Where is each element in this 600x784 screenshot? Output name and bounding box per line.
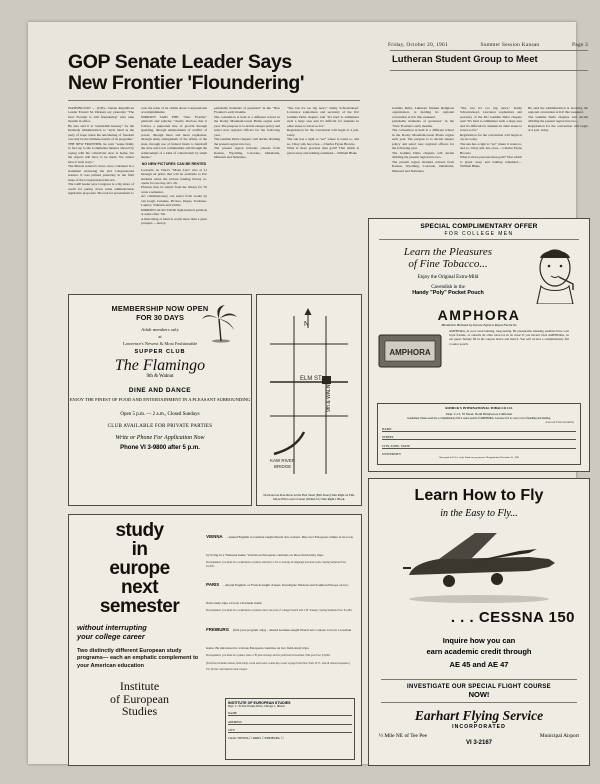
amphora-coupon-note: (PLEASE TYPE OR PRINT) <box>545 421 574 424</box>
flamingo-phone: Phone VI 3-9800 after 5 p.m. <box>120 444 200 451</box>
city-freiburg-fine: Prerequisites: you must be a junior, have a 'B' plus average and be proficient in German. Full-year Fee: $1,000. <box>206 653 331 657</box>
europe-sub-1: without interrupting <box>77 623 147 632</box>
cessna-courses: AE 45 and AE 47 <box>449 659 509 669</box>
amphora-learn-1: Learn the Pleasures <box>403 246 493 258</box>
flamingo-ad <box>68 294 252 506</box>
palm-tree-icon <box>199 303 243 343</box>
cessna-location: ½ Mile NE of Tee Pee <box>379 732 428 739</box>
cessna-rule <box>381 679 577 680</box>
city-paris-text: - Attend English- or French-taught classes. Investigate Western and Southern Europe on two field-study trips. Live in a Parisian home. <box>206 583 349 606</box>
europe-fee-note: (Each fee includes tuition, field study, room and board, round-trip ocean voyage from New York, N.Y., and all related expenses.) <box>206 661 351 665</box>
lead-col1-p4: The Illinois senator's views were contained in a statement reviewing the 2nd Congressional session. It was printed yesterday in the final issue of the Congressional Record. <box>68 164 134 182</box>
lutheran-col-1 <box>392 106 454 173</box>
city-vienna-text: - Attend English or German taught liberal arts courses. Discover European culture at its roots by living in a Viennese home. Visit more European countries on three field-study trips. <box>206 535 353 557</box>
location-map <box>264 304 354 482</box>
amphora-expiry: Offer good in U.S.A. only. Limit one per person. Not good after December 31, 1961 <box>438 455 520 459</box>
cessna-ad <box>368 478 590 766</box>
cessna-airport: Municipal Airport <box>539 732 579 739</box>
europe-head-2: in <box>131 539 148 560</box>
amphora-rule <box>379 239 579 240</box>
amphora-coupon-text: Gentlemen: Please send me a complimentary full 2-ounce pouch of AMPHORA. I enclose 10¢ to cover cost of handling and mailing. <box>407 417 551 420</box>
lead-col-4 <box>287 106 359 155</box>
ies-field-name[interactable]: NAME <box>228 711 352 716</box>
amphora-field-city[interactable]: CITY, ZONE, STATE <box>382 444 576 449</box>
ies-name-2: of European <box>110 691 170 706</box>
map-caption: North Across Kaw River At the First Street (Elm Street) Turn Right on Elm, follow Elm to end of street (Walnut St.) Turn Right 1 Block. <box>263 492 355 501</box>
amphora-ad <box>368 218 590 472</box>
lead-col4-p1: "She lost it's too big news," Kathy Schwartzkopf, Lawrence sophomore and secretary of the KU Gamma Delta chapter, said "It's hard to administer such a large area and it's difficult for students in other states to travel so far." <box>287 106 359 128</box>
flamingo-private-parties: CLUB AVAILABLE FOR PRIVATE PARTIES <box>107 423 213 429</box>
lead-col2-p3: Leonardo da Vinci's "Mona Lisa" who at 21 through 24 prints that will be available to KU students when the picture lending library re-opens for one day, Oct. 26. <box>141 167 207 185</box>
ies-field-city[interactable]: CITY <box>228 728 352 733</box>
lead-col-2 <box>141 106 207 226</box>
lead-col2-p1: took the reins of its claims about Congressional accomplishments. <box>141 106 207 115</box>
europe-head-5: semester <box>99 596 180 617</box>
lutheran-headline: Lutheran Student Group to Meet <box>392 54 538 65</box>
lead-col4-p3: The sun has a right to "set" where it wants to, and so, I may add, has a bee.—Charles Fayne Browne <box>287 137 359 146</box>
flamingo-line-2: FOR 30 DAYS <box>136 313 184 322</box>
amphora-field-university[interactable]: UNIVERSITY <box>382 451 402 456</box>
lead-col2-p5: Art commissionary can select from works by van Gogh, Cezanne, Picasso, Degas, Toulouse-Lautrec, Vallenck and Utrillo. <box>141 194 207 208</box>
lutheran-col-2 <box>460 106 522 169</box>
lead-col2-p6: A little thing at hand is worth more than a great prospect.—Aesop <box>141 216 207 226</box>
amphora-brand: AMPHORA <box>437 307 521 323</box>
svg-text:9th & WALNUT: 9th & WALNUT <box>326 378 332 412</box>
newspaper-sheet <box>28 22 588 764</box>
amphora-pouch: Handy "Poly" Pocket Pouch <box>412 290 484 296</box>
ies-coupon-title: INSTITUTE OF EUROPEAN STUDIES <box>228 701 291 705</box>
amphora-company-address: Dept. C-15, 55 Street, North Hollywood, California <box>446 412 512 416</box>
europe-head-3: europe <box>109 558 170 579</box>
headline-line-2: New Frontier 'Floundering' <box>68 71 305 94</box>
ies-name-3: Studies <box>121 703 158 718</box>
lead-col1-sub1: THE NEW FRONTIER, he said, "seeks firmly to face up to the Communist menace abroad by toying with the collectivist view at home, but the objects will have to be made. We cannot have it both ways." <box>68 141 134 164</box>
cessna-title: Learn How to Fly <box>414 487 544 504</box>
lead-col4-p2: Registration for the convention will begin at 4 p.m. today. <box>287 128 359 137</box>
lutheran-col-3 <box>528 106 588 133</box>
amphora-body: AMPHORA, in cool, even burning, long-lasting. Be pleasurable smoking qualities have won loyal friends—it outsells all other tobaccos in its class! If you haven't tried AMPHORA, be our guest. Simply fill in the coupon below and mail it. You will receive a complimentary full 2 ounce pouch. <box>449 329 569 346</box>
lead-col1-p2: He also said it is "outlandish hearsay" for the Kennedy administration to "style itself as the party of hope when the smothering of freedom can only be the ultimate results of its programs." <box>68 123 134 142</box>
lut-col5-p3: Registration for the convention will begin at 4 p.m. today. <box>528 123 588 133</box>
ies-check-row[interactable]: Check: VIENNA ☐ PARIS ☐ FREIBURG ☐ <box>228 736 284 741</box>
cessna-inquire-1: Inquire how you can <box>442 636 516 645</box>
dateline-rule <box>390 50 588 51</box>
amphora-enjoy-1: Enjoy the Original Extra-Mild <box>417 275 479 280</box>
lut-col4-p3: The sun has a right to "set" where it wants to, and so, I may add, has a bee.—Charles Fayne Browne <box>460 141 522 155</box>
lead-col2-sub3: DIRKSEN ALSO TOOK light-hearted potshots at some other "im- <box>141 207 207 217</box>
cessna-now: NOW! <box>468 689 490 699</box>
lead-col1-p5: The GOP leader says Congress is a big share of credit for paring down some administration legislative proposals. He took for government to <box>68 182 134 196</box>
flamingo-hours: Open 5 p.m. — 2 a.m., Closed Sundays <box>120 411 200 417</box>
lut-col5-p1: He said the administration is boosting the regional convention at KU this weekend. <box>528 106 588 115</box>
flamingo-address: 9th & Walnut <box>146 374 174 379</box>
flamingo-body: ENJOY THE FINEST OF FOOD AND ENTERTAINMENT IN A PLEASANT SURROUNDING <box>69 397 251 402</box>
lut-col4-p2: Registration for the convention will begin at 4 p.m. today. <box>460 132 522 142</box>
ies-field-address[interactable]: ADDRESS <box>228 720 352 725</box>
lut-col4-p4: What is more precious than gold? That which is given away and nothing remained.—William Blake <box>460 155 522 169</box>
lut-col3-p3: The convention is held at a different school in the Rocky Mountain-Great Plains region each year. The purpose is to decide sleeper policy and select new regional officers for the following year. <box>392 128 454 151</box>
lead-col2-sub1: DIRKSEN SAID THE: "New Frontier" platform and policies "clearly disclose that it follows a purported line of growth through spending, through enhancement of conflict of power, through more and more regulation, through sharp enlargement of the affairs of the state, through use of federal funds to handcuff the state and local communities and through the achievement of a kind of collectivism by small means." <box>141 114 207 160</box>
lead-col3-p3: The convention is held at a different school in the Rocky Mountain-Great Plains region each year. The purpose is to decide sleeper policy and select new regional officers for the following year. <box>214 114 280 137</box>
amphora-company: ROMICK'S INTERNATIONAL TOBACCO CO. <box>445 406 513 410</box>
svg-text:KAW RIVER: KAW RIVER <box>270 458 296 463</box>
europe-head-1: study <box>115 520 164 541</box>
cessna-investigate: INVESTIGATE OUR SPECIAL FLIGHT COURSE <box>407 683 551 690</box>
amphora-for-college-men: FOR COLLEGE MEN <box>444 231 514 237</box>
cessna-airplane-image <box>379 523 579 609</box>
ies-coupon-address: Dept. C, 35 East Wacker Drive, Chicago 1, Illinois <box>228 705 285 708</box>
lutheran-p1: Gamma Delta, Lutheran Student Religious organization, is holding its regional convention at KU this weekend. <box>392 106 454 119</box>
city-freiburg: FREIBURG <box>206 626 230 632</box>
europe-write-note: For further information mail coupon <box>206 668 248 672</box>
lead-col2-p4: Pictures may be rented from the library for 50 cents a semester. <box>141 185 207 194</box>
cessna-phone: VI 3-2167 <box>465 739 493 746</box>
dateline-left: Friday, October 20, 1961 <box>388 42 448 48</box>
europe-sub-2: your college career <box>77 631 145 641</box>
dateline-right: Page 3 <box>571 42 588 48</box>
lut-col3-p1: perishable moments of greatness" in the "New Frontier's early months. <box>392 119 454 128</box>
cessna-incorporated: INCORPORATED <box>452 723 506 730</box>
amphora-special: SPECIAL COMPLIMENTARY OFFER <box>420 223 538 230</box>
europe-coupon[interactable] <box>225 698 355 760</box>
lead-col-1 <box>68 106 134 196</box>
lead-col3-p4: The Gamma Delta chapters will decide dividing the present region into two. <box>214 137 280 146</box>
lead-col2-subhead: NO NEW PICTURES CAN BE RENTED <box>141 161 207 166</box>
lut-col3-p5: The present region includes schools from Kansas, Wyoming, Colorado, Oklahoma, Missouri and Nebraska. <box>392 159 454 173</box>
amphora-learn-2: of Fine Tobacco... <box>408 258 488 270</box>
amphora-tagline: Blended in Holland by Douwe Egberts Royal Factories <box>441 323 517 327</box>
flamingo-dine-dance: DINE AND DANCE <box>128 387 192 394</box>
amphora-field-street[interactable]: STREET <box>382 435 576 440</box>
city-paris-fine: Prerequisites: you must be a sophomore or junior, have one year of college French and a 'B' average. Spring Semester Fee: $1,495. <box>206 609 353 613</box>
svg-text:ELM ST.: ELM ST. <box>300 376 323 382</box>
svg-text:N: N <box>304 321 310 328</box>
city-vienna-fine: Prerequisites: you must be a sophomore or junior and have a 2.0 or average in language previous work. Spring Semester Fee: $1,435. <box>206 561 347 568</box>
city-freiburg-text: (full-year program only) - Attend German-taught liberal arts courses. Live in a German home. Be introduced to various European countries on two field-study trips. <box>206 627 352 650</box>
lut-col3-p4: The Gamma Delta chapters will decide dividing the present region into two. <box>392 150 454 160</box>
lead-col1-dateline: WASHINGTON — (UPI)—Senate Republican Leader Everett M. Dirksen say yesterday "The New Frontier is still floundering" after nine months in office. <box>68 106 134 124</box>
flamingo-sub-2: at <box>158 334 162 339</box>
europe-sub-3: Two distinctly different European study programs— each an emphatic complement to your American education <box>77 647 199 669</box>
headline-rule <box>68 100 360 101</box>
cessna-company: Earhart Flying Service <box>414 707 544 723</box>
cessna-rule-2 <box>381 702 577 703</box>
flamingo-name: The Flamingo <box>114 357 206 374</box>
dateline-center: Summer Session Kansan <box>480 42 540 48</box>
lutheran-rule <box>390 70 588 71</box>
svg-text:BRIDGE: BRIDGE <box>274 464 292 469</box>
city-vienna: VIENNA <box>206 534 223 539</box>
tobacco-pouch-image <box>377 329 443 369</box>
lead-col4-p4: What is more precious than gold? That which is given away and nothing remained.—William Blake <box>287 146 359 155</box>
amphora-field-name[interactable]: NAME <box>382 427 576 432</box>
pipe-smoker-icon <box>527 242 583 304</box>
flamingo-supper-club: SUPPER CLUB <box>134 349 186 355</box>
headline-line-1: GOP Senate Leader Says <box>68 51 292 73</box>
cessna-subtitle: in the Easy to Fly... <box>440 508 518 519</box>
page-dateline <box>388 42 588 48</box>
ies-name-1: Institute <box>119 679 160 694</box>
lead-col-3 <box>214 106 280 160</box>
europe-head-4: next <box>121 577 159 598</box>
city-paris: PARIS <box>206 582 220 588</box>
flamingo-write: Write or Phone For Application Now <box>115 434 205 441</box>
lead-col3-p1: perishable moments of greatness" in the "New Frontier's early months. <box>214 106 280 115</box>
cessna-inquire-2: earn academic credit through <box>426 646 532 656</box>
amphora-enjoy-2: Cavendish in the <box>431 285 465 290</box>
flamingo-sub-3: Lawrence's Newest & Most Fashionable <box>122 341 198 346</box>
lut-col5-p2: The Gamma Delta chapters will decide dividing the present region into two. <box>528 114 588 124</box>
lead-col3-p5: The present region includes schools from Kansas, Wyoming, Colorado, Oklahoma, Missouri and Nebraska. <box>214 146 280 160</box>
amphora-coupon[interactable] <box>377 403 581 465</box>
svg-text:AMPHORA: AMPHORA <box>389 348 431 357</box>
cessna-model: . . . CESSNA 150 <box>450 609 575 626</box>
europe-study-ad <box>68 514 362 766</box>
lut-col4-p1: "She lost it's too big news," Kathy Schwartzkopf, Lawrence sophomore and secretary of the KU Gamma Delta chapter, said "It's hard to administer such a large area and it's difficult for students in other states to travel so far." <box>460 106 522 133</box>
lead-headline <box>68 52 358 94</box>
flamingo-line-1: MEMBERSHIP NOW OPEN <box>111 304 209 313</box>
flamingo-sub-1: Adult members only <box>141 327 179 332</box>
flamingo-map-ad <box>256 294 362 506</box>
